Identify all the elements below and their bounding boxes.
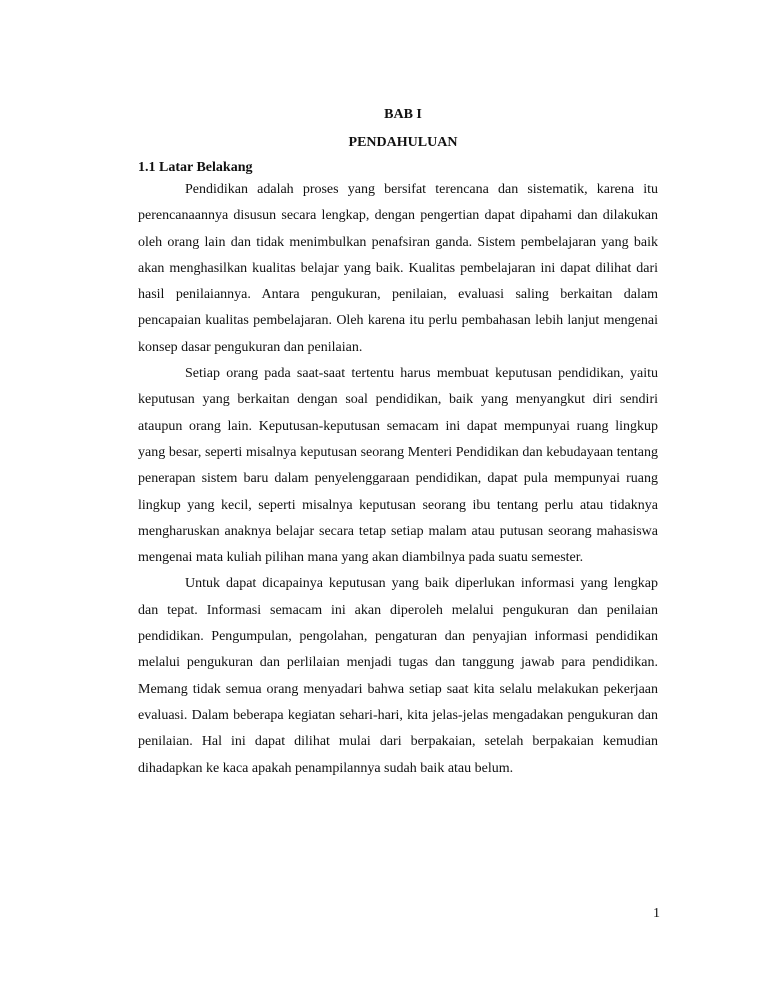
- paragraph: Untuk dapat dicapainya keputusan yang baik diperlukan informasi yang lengkap dan tepat. Informasi semacam ini akan diperoleh melalui pengukuran dan penilaian pendidikan. Pengumpulan, pengolahan, pengaturan dan penyajian informasi pendidikan melalui pengukuran dan perlilaian menjadi tugas dan tanggung jawab para pendidikan. Memang tidak semua orang menyadari bahwa setiap saat kita selalu melakukan pekerjaan evaluasi. Dalam beberapa kegiatan sehari-hari, kita jelas-jelas mengadakan pengukuran dan penilaian. Hal ini dapat dilihat mulai dari berpakaian, setelah berpakaian kemudian dihadapkan ke kaca apakah penampilannya sudah baik atau belum.: [138, 576, 658, 776]
- paragraph: Pendidikan adalah proses yang bersifat terencana dan sistematik, karena itu perencanaannya disusun secara lengkap, dengan pengertian dapat dipahami dan dilakukan oleh orang lain dan tidak menimbulkan penafsiran ganda. Sistem pembelajaran yang baik akan menghasilkan kualitas belajar yang baik. Kualitas pembelajaran ini dapat dilihat dari hasil penilaiannya. Antara pengukuran, penilaian, evaluasi saling berkaitan dalam pencapaian kualitas pembelajaran. Oleh karena itu perlu pembahasan lebih lanjut mengenai konsep dasar pengukuran dan penilaian.: [138, 182, 658, 355]
- section-heading: 1.1 Latar Belakang: [138, 160, 253, 175]
- chapter-title: PENDAHULUAN: [348, 135, 458, 150]
- body-text: [138, 177, 658, 782]
- page-number: 1: [653, 906, 660, 921]
- paragraph: Setiap orang pada saat-saat tertentu harus membuat keputusan pendidikan, yaitu keputusan yang berkaitan dengan soal pendidikan, baik yang menyangkut diri sendiri ataupun orang lain. Keputusan-keputusan semacam ini dapat mempunyai ruang lingkup yang besar, seperti misalnya keputusan seorang Menteri Pendidikan dan kebudayaan tentang penerapan sistem baru dalam penyelenggaraan pendidikan, dapat pula mempunyai ruang lingkup yang kecil, seperti misalnya keputusan seorang ibu tentang perlu atau tidaknya mengharuskan anaknya belajar secara tetap setiap malam atau putusan seorang mahasiswa mengenai mata kuliah pilihan mana yang akan diambilnya pada suatu semester.: [138, 366, 658, 566]
- chapter-number: BAB I: [384, 107, 422, 122]
